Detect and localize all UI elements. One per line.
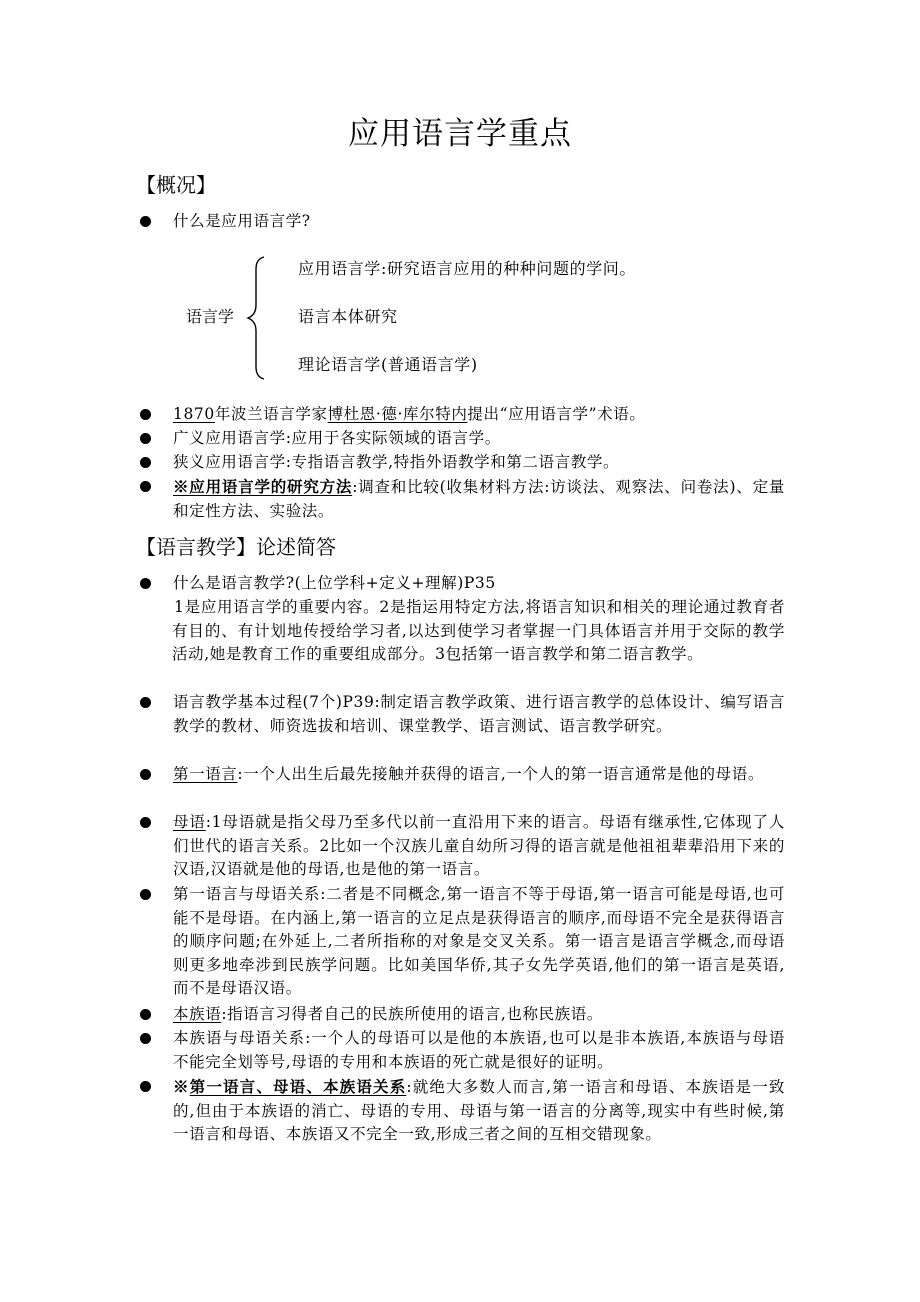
bullet-icon: [140, 578, 151, 589]
paragraph: 1是应用语言学的重要内容。2是指运用特定方法,将语言知识和相关的理论通过教育者有目的、有计划地传授给学习者,以达到使学习者掌握一门具体语言并用于交际的教学活动,她是教育工作的重要组成部分。3包括第一语言教学和第二语言教学。: [172, 598, 785, 663]
text: :一个人出生后最先接触并获得的语言,一个人的第一语言通常是他的母语。: [237, 765, 764, 783]
list-item: [140, 451, 785, 475]
bullet-text: 狭义应用语言学:专指语言教学,特指外语教学和第二语言教学。: [173, 453, 620, 471]
mark: ※: [173, 1077, 190, 1096]
term: 本族语: [173, 1005, 222, 1023]
bullet-icon: [140, 1009, 151, 1020]
text: 年波兰语言学家: [214, 405, 328, 423]
year: 1870: [173, 405, 215, 423]
bullet-text: 广义应用语言学:应用于各实际领域的语言学。: [173, 429, 501, 447]
bullet-text: [173, 1003, 785, 1027]
text: 提出“应用语言学”术语。: [467, 405, 646, 423]
bullet-icon: [140, 817, 151, 828]
text: :就绝大多数人而言,第一语言和母语、本族语是一致的,但由于本族语的消亡、母语的专用、母语与第一语言的分离等,现实中有些时候,第一语言和母语、本族语又不完全一致,形成三者之间的互相交错现象。: [173, 1078, 785, 1143]
bullet-text: [173, 763, 785, 787]
brace-label: 语言学: [186, 307, 235, 326]
list-item: [140, 691, 785, 738]
bullet-icon: [140, 1033, 151, 1044]
bullet-text: 语言教学基本过程(7个)P39:制定语言教学政策、进行语言教学的总体设计、编写语言教学的教材、师资选拔和培训、课堂教学、语言测试、语言教学研究。: [173, 693, 785, 735]
section-heading-overview: 【概况】: [136, 173, 216, 197]
bullet-icon: [140, 697, 151, 708]
list-item: [140, 1027, 785, 1074]
bullet-icon: [140, 481, 151, 492]
list-item: [140, 1003, 785, 1027]
bullet-icon: [140, 889, 151, 900]
brace-item: 理论语言学(普通语言学): [298, 355, 478, 374]
list-item: [140, 403, 785, 427]
list-item: [140, 883, 785, 1001]
text: :1母语就是指父母乃至多代以前一直沿用下来的语言。母语有继承性,它体现了人们世代的语言关系。2比如一个汉族儿童自幼所习得的语言就是他祖祖辈辈沿用下来的汉语,汉语就是他的母语,也是他的第一语言。: [173, 813, 786, 878]
list-item: [140, 811, 785, 882]
list-item: [140, 210, 785, 234]
list-item: [140, 572, 785, 596]
text: :调查和比较(收集材料方法:访谈法、观察法、问卷法)、定量和定性方法、实验法。: [173, 478, 785, 520]
bullet-text: [173, 475, 785, 523]
bullet-icon: [140, 1081, 151, 1092]
list-item: [140, 427, 785, 451]
list-item: [140, 763, 785, 787]
bullet-icon: [140, 769, 151, 780]
page-title: 应用语言学重点: [348, 116, 572, 152]
curly-brace-icon: [246, 255, 268, 381]
bullet-icon: [140, 433, 151, 444]
brace-item: 语言本体研究: [298, 307, 398, 326]
section-heading-teaching: 【语言教学】论述简答: [136, 535, 336, 559]
term: 母语: [173, 813, 206, 831]
bullet-icon: [140, 216, 151, 227]
brace-item: 应用语言学:研究语言应用的种种问题的学问。: [298, 259, 636, 278]
list-item: [140, 1075, 785, 1147]
bullet-icon: [140, 409, 151, 420]
bullet-icon: [140, 457, 151, 468]
bullet-text: [173, 403, 785, 427]
text: :指语言习得者自己的民族所使用的语言,也称民族语。: [221, 1005, 603, 1023]
bullet-text: 本族语与母语关系:一个人的母语可以是他的本族语,也可以是非本族语,本族语与母语不能完全划等号,母语的专用和本族语的死亡就是很好的证明。: [173, 1029, 785, 1071]
person-name: 博杜恩·德·库尔特内: [327, 405, 468, 423]
bullet-text: 什么是应用语言学?: [173, 212, 311, 230]
key-term: 第一语言、母语、本族语关系: [189, 1077, 407, 1096]
term: 第一语言: [173, 765, 238, 783]
bullet-text: [173, 811, 785, 882]
list-item: [140, 475, 785, 523]
bullet-text: [173, 1075, 785, 1147]
bullet-text: 第一语言与母语关系:二者是不同概念,第一语言不等于母语,第一语言可能是母语,也可能不是母语。在内涵上,第一语言的立足点是获得语言的顺序,而母语不完全是获得语言的顺序问题;在外延上,二者所指称的对象是交叉关系。第一语言是语言学概念,而母语则更多地牵涉到民族学问题。比如美国华侨,其子女先学英语,他们的第一语言是英语,而不是母语汉语。: [173, 885, 785, 997]
key-term: ※应用语言学的研究方法: [173, 477, 353, 496]
bullet-text: 什么是语言教学?(上位学科+定义+理解)P35: [173, 574, 496, 592]
